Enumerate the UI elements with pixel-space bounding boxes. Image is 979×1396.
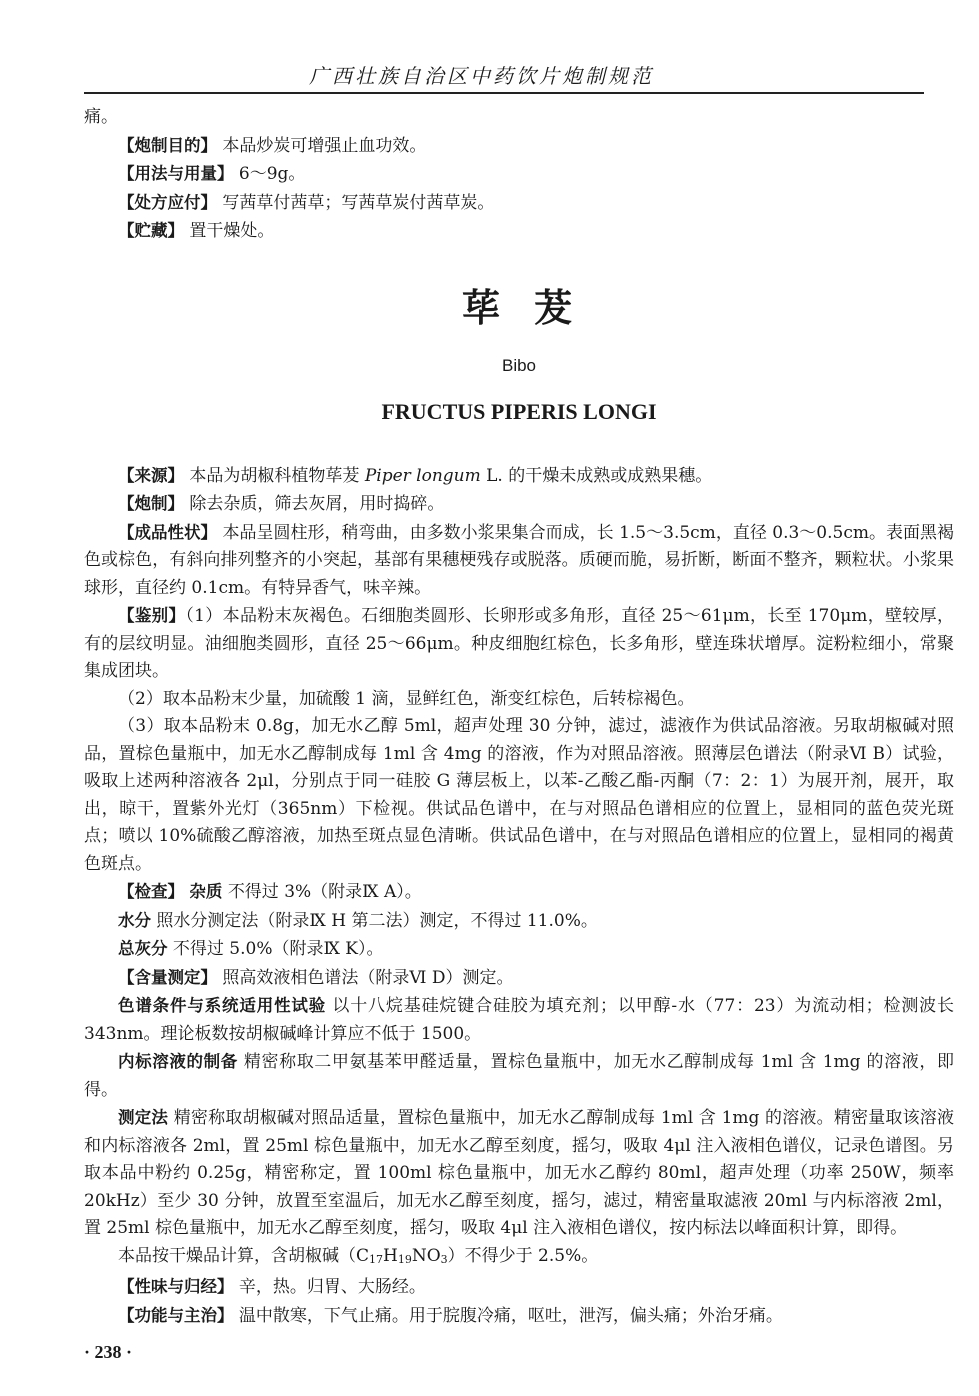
content-limit-paragraph (84, 1243, 954, 1274)
prescription-label: 【处方应付】 (118, 192, 217, 212)
chromatography-label: 色谱条件与系统适用性试验 (118, 996, 327, 1015)
prescription-text: 写茜草付茜草；写茜草炭付茜草炭。 (222, 192, 495, 213)
check-paragraph (84, 878, 954, 907)
product-paragraph (84, 519, 954, 603)
ash-text: 不得过 5.0%（附录Ⅸ K）。 (172, 939, 384, 959)
product-label: 【成品性状】 (118, 522, 218, 542)
source-label: 【来源】 (118, 465, 184, 485)
formula-h: H (383, 1245, 398, 1266)
chromatography-text: 以十八烷基硅烷键合硅胶为填充剂；以甲醇-水（77：23）为流动相；检测波长 343nm。理论板数按胡椒碱峰计算应不低于 1500。 (84, 996, 954, 1044)
source-species: Piper longum (364, 465, 481, 486)
identification-paragraph-3: （3）取本品粉末 0.8g，加无水乙醇 5ml，超声处理 30 分钟，滤过，滤液作为供试品溶液。另取胡椒碱对照品，置棕色量瓶中，加无水乙醇制成每 1ml 含 4mg 的溶液，作为对照品溶液。照薄层色谱法（附录Ⅵ B）试验，吸取上述两种溶液各 2μl，分别点于同一硅胶 G 薄层板上，以苯-乙酸乙酯-丙酮（7：2：1）为展开剂，展开，取出，晾干，置紫外光灯（365nm）下检视。供试品色谱中，在与对照品色谱相应的位置上，显相同的蓝色荧光斑点；喷以 10%硫酸乙醇溶液，加热至斑点显色清晰。供试品色谱中，在与对照品色谱相应的位置上，显相同的褐黄色斑点。 (84, 716, 954, 874)
source-text-post: L. 的干燥未成熟或成熟果穗。 (486, 465, 713, 486)
running-header-title: 广西壮族自治区中药饮片炮制规范 (309, 64, 654, 88)
function-label: 【功能与主治】 (118, 1305, 234, 1325)
water-paragraph (84, 907, 954, 936)
entry-title-chinese: 荜茇 (461, 285, 606, 330)
running-header (84, 52, 924, 94)
impurity-text: 不得过 3%（附录Ⅸ A）。 (227, 882, 422, 902)
page-body (84, 104, 954, 1330)
storage-label: 【贮藏】 (118, 221, 184, 240)
assay-paragraph (84, 964, 954, 993)
prev-prescription (84, 189, 954, 218)
source-paragraph (84, 462, 954, 491)
ash-label: 总灰分 (118, 939, 168, 958)
processing-text: 除去杂质，筛去灰屑，用时捣碎。 (189, 494, 445, 514)
prev-purpose (84, 132, 954, 161)
storage-text: 置干燥处。 (189, 221, 275, 241)
ash-paragraph (84, 935, 954, 964)
entry-title-pinyin: Bibo (501, 355, 537, 375)
prev-dosage (84, 160, 954, 189)
function-paragraph (84, 1302, 954, 1331)
identification-paragraph-2: （2）取本品粉末少量，加硫酸 1 滴，显鲜红色，渐变红棕色，后转棕褐色。 (118, 688, 695, 709)
prev-entry-tail: 痛。 (84, 107, 118, 127)
page-number: · 238 · (84, 1342, 133, 1362)
purpose-text: 本品炒炭可增强止血功效。 (222, 135, 427, 156)
assay-text: 照高效液相色谱法（附录Ⅵ D）测定。 (222, 967, 514, 988)
processing-paragraph (84, 490, 954, 519)
water-text: 照水分测定法（附录Ⅸ H 第二法）测定，不得过 11.0%。 (156, 910, 598, 931)
purpose-label: 【炮制目的】 (118, 135, 217, 155)
prev-storage (84, 217, 954, 246)
check-label: 【检查】 (118, 882, 184, 901)
formula-no: NO (411, 1245, 441, 1266)
taste-paragraph (84, 1273, 954, 1302)
entry-title-latin: FRUCTUS PIPERIS LONGI (381, 398, 657, 424)
subscript-h: 19 (397, 1252, 412, 1266)
identification-text-1: （1）本品粉末灰褐色。石细胞类圆形、长卵形或多角形，直径 25～61μm，长至 170μm，壁较厚，有的层纹明显。油细胞类圆形，直径 25～66μm。种皮细胞红棕色，长多角形，壁连珠状增厚。淀粉粒细小，常聚集成团块。 (84, 606, 955, 681)
content-limit-pre: 本品按干燥品计算，含胡椒碱（C (118, 1245, 370, 1266)
function-text: 温中散寒，下气止痛。用于脘腹冷痛，呕吐，泄泻，偏头痛；外治牙痛。 (238, 1305, 783, 1326)
method-text: 精密称取胡椒碱对照品适量，置棕色量瓶中，加无水乙醇制成每 1ml 含 1mg 的溶液。精密量取该溶液和内标溶液各 2ml，置 25ml 棕色量瓶中，加无水乙醇至刻度，摇匀，吸取 4μl 注入液相色谱仪，记录色谱图。另取本品中粉约 0.25g，精密称定，置 100ml 棕色量瓶中，加无水乙醇约 80ml，超声处理（功率 250W，频率 20kHz）至少 30 分钟，放置至室温后，加无水乙醇至刻度，摇匀，滤过，精密量取滤液 20ml 与内标溶液 2ml，置 25ml 棕色量瓶中，加无水乙醇至刻度，摇匀，吸取 4μl 注入液相色谱仪，按内标法以峰面积计算，即得。 (84, 1108, 954, 1238)
product-text: 本品呈圆柱形，稍弯曲，由多数小浆果集合而成，长 1.5～3.5cm，直径 0.3～0.5cm。表面黑褐色或棕色，有斜向排列整齐的小突起，基部有果穗梗残存或脱落。质硬而脆，易折断，断面不整齐，颗粒状。小浆果球形，直径约 0.1cm。有特异香气，味辛辣。 (84, 522, 955, 598)
source-text-pre: 本品为胡椒科植物荜茇 (189, 465, 360, 486)
identification-paragraph-1 (84, 602, 954, 686)
identification-label: 【鉴别】 (118, 606, 186, 625)
processing-label: 【炮制】 (118, 494, 184, 513)
dosage-text: 6～9g。 (238, 164, 306, 184)
assay-label: 【含量测定】 (118, 967, 217, 987)
taste-text: 辛，热。归胃、大肠经。 (238, 1277, 426, 1297)
impurity-label: 杂质 (189, 882, 223, 901)
water-label: 水分 (118, 910, 151, 930)
method-paragraph (84, 1104, 954, 1243)
subscript-o: 3 (440, 1252, 448, 1266)
content-limit-post: ）不得少于 2.5%。 (447, 1245, 599, 1266)
internal-standard-label: 内标溶液的制备 (118, 1052, 238, 1071)
method-label: 测定法 (118, 1108, 169, 1127)
internal-standard-paragraph (84, 1048, 954, 1104)
internal-standard-text: 精密称取二甲氨基苯甲醛适量，置棕色量瓶中，加无水乙醇制成每 1ml 含 1mg 的溶液，即得。 (84, 1052, 955, 1100)
chromatography-paragraph (84, 992, 954, 1048)
taste-label: 【性味与归经】 (118, 1277, 234, 1296)
subscript-c: 17 (369, 1252, 384, 1266)
dosage-label: 【用法与用量】 (118, 164, 234, 183)
